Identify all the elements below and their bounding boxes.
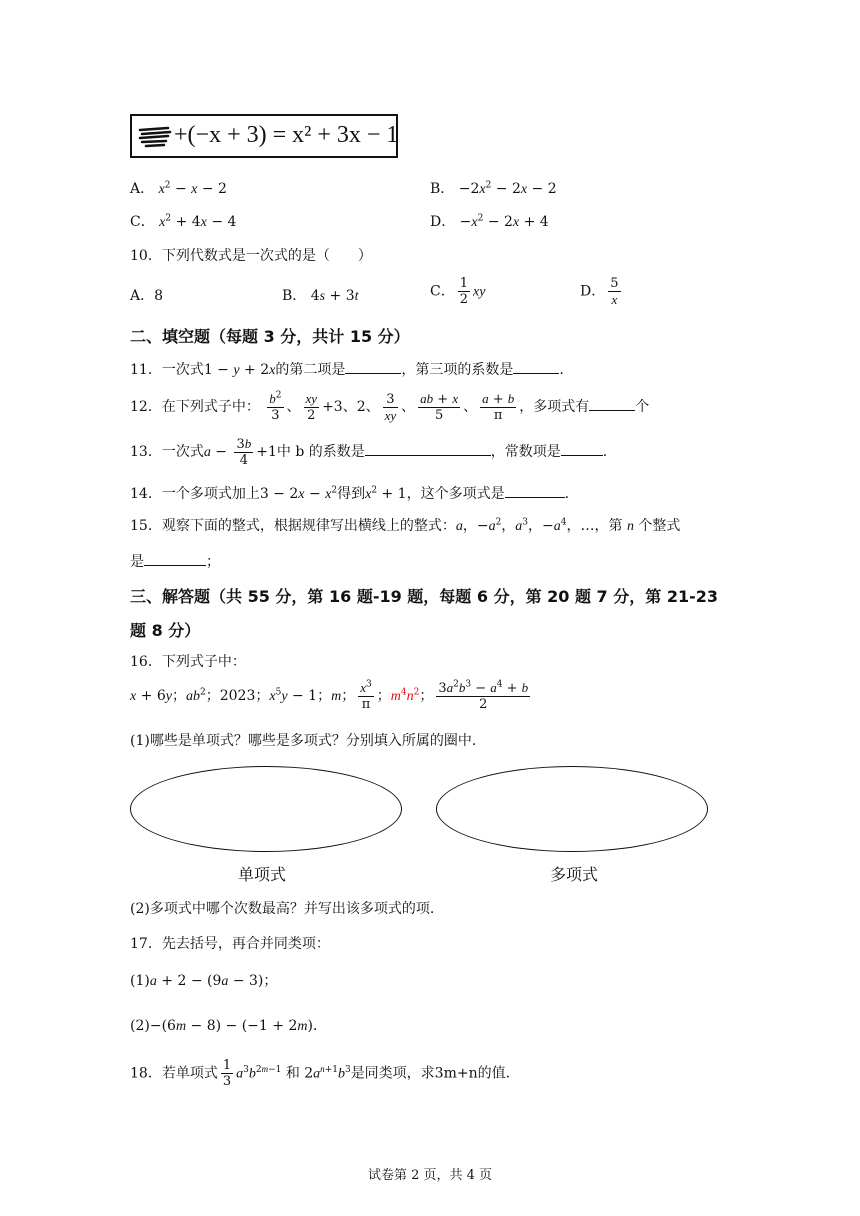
q10-option-b: B． 4s + 3t xyxy=(282,288,359,304)
q12: 12．在下列式子中： $\frac{b^2}{3}$ 、 $\frac{xy}{2}$ +3、2、 $\frac{3}{xy}$ 、 $\frac{ab + x}{5}$ 、 $\frac{a + b}{\pi}$ ，多项式有 个 xyxy=(130,390,650,423)
section-3-title-line2: 题 8 分） xyxy=(130,621,201,640)
q13: 13．一次式a − $\frac{3b}{4}$ +1中 b 的系数是 ，常数项是 . xyxy=(130,436,608,468)
section-3-title-line1: 三、解答题（共 55 分，第 16 题-19 题，每题 6 分，第 20 题 7 分，第 21-23 xyxy=(130,587,718,606)
monomial-circle xyxy=(130,766,402,852)
q17-stem: 17．先去括号，再合并同类项： xyxy=(130,936,330,952)
q9-option-d: D． $-x^2 - 2x + 4$ xyxy=(430,213,549,230)
banner-equation: +(−x + 3) = x² + 3x − 1 xyxy=(174,122,399,148)
q16-stem: 16．下列式子中： xyxy=(130,654,246,670)
q9-option-a: A． $x^2 - x - 2$ xyxy=(130,180,227,197)
q18: 18．若单项式 $\frac{1}{3}$ $a^3b^{2m-1}$ 和 $2a^{n+1}b^3$是同类项，求3m+n的值. xyxy=(130,1058,511,1089)
q10-option-d: D． $\frac{5}{x}$ xyxy=(580,276,619,307)
q11: 11．一次式1 − y + 2x的第二项是 ，第三项的系数是 . xyxy=(130,359,564,381)
monomial-label: 单项式 xyxy=(238,865,287,884)
q15-line2: 是 ； xyxy=(130,551,220,572)
polynomial-label: 多项式 xyxy=(550,865,599,884)
q10-stem: 10．下列代数式是一次式的是（ ） xyxy=(130,248,372,264)
q14: 14．一个多项式加上$3 - 2x - x^2$得到$x^2 + 1$，这个多项式是 . xyxy=(130,483,569,505)
q16-part2: (2)多项式中哪个次数最高？并写出该多项式的项. xyxy=(130,901,435,917)
section-2-title: 二、填空题（每题 3 分，共计 15 分） xyxy=(130,327,410,346)
q16-part1: (1)哪些是单项式？哪些是多项式？分别填入所属的圈中. xyxy=(130,733,477,749)
q17-part1: (1)a + 2 − (9a − 3)； xyxy=(130,973,278,989)
page-footer: 试卷第 2 页，共 4 页 xyxy=(367,1168,493,1183)
q9-option-b: B． $-2x^2 - 2x - 2$ xyxy=(430,180,557,197)
q10-option-c: C． $\frac{1}{2}$ xy xyxy=(430,276,486,307)
q15-line1: 15．观察下面的整式，根据规律写出横线上的整式：a，$-a^2$，$a^3$，$-a^4$，…，第 n 个整式 xyxy=(130,517,681,534)
ink-smudge-icon xyxy=(138,126,172,148)
q10-option-a: A．8 xyxy=(130,288,164,304)
q16-expressions: x + 6y；$ab^2$；2023；$x^5y - 1$；m； $\frac{x^3}{\pi}$ ；$m^4n^2$； $\frac{3a^2b^3 - a^4 + b}{2}$ xyxy=(130,679,529,712)
polynomial-circle xyxy=(436,766,708,852)
q17-part2: (2)−(6m − 8) − (−1 + 2m)． xyxy=(130,1018,327,1034)
equation-banner xyxy=(130,114,398,158)
q9-option-c: C． $x^2 + 4x - 4$ xyxy=(130,213,237,230)
